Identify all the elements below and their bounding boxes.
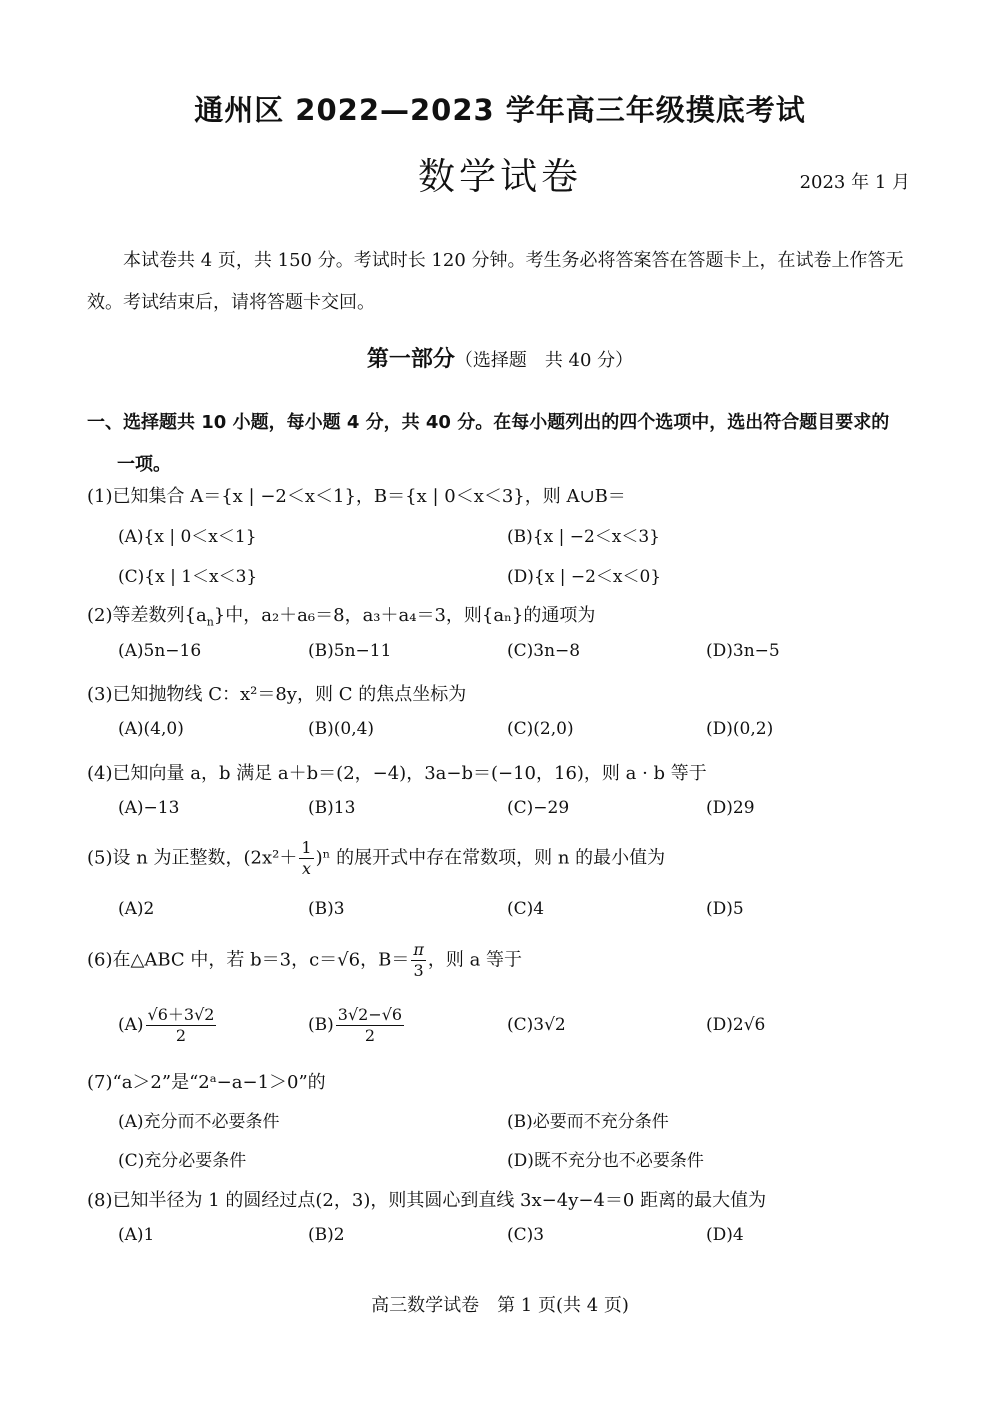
exam-date: 2023 年 1 月 <box>799 172 910 193</box>
question-2-stem-prefix: (2)等差数列{a <box>87 605 207 626</box>
question-1-option-a: (A){x | 0＜x＜1} <box>118 527 257 547</box>
question-2-option-c: (C)3n−8 <box>507 641 581 661</box>
question-7-option-b: (B)必要而不充分条件 <box>507 1112 669 1132</box>
fraction-denominator: 2 <box>175 1026 187 1045</box>
question-4-option-d: (D)29 <box>706 798 755 818</box>
question-1-option-c: (C){x | 1＜x＜3} <box>118 567 258 587</box>
question-6-option-a <box>118 1005 218 1046</box>
question-5-option-a: (A)2 <box>118 899 155 919</box>
fraction-numerator: 3√2−√6 <box>337 1005 403 1024</box>
question-4-stem: (4)已知向量 a，b 满足 a＋b＝(2，−4)，3a−b＝(−10，16)，则 a · b 等于 <box>87 763 707 784</box>
question-2-stem-rest: }中，a₂＋a₆＝8，a₃＋a₄＝3，则{aₙ}的通项为 <box>213 605 596 626</box>
question-3-option-c: (C)(2,0) <box>507 719 574 739</box>
question-8-option-c: (C)3 <box>507 1225 545 1245</box>
question-8-option-b: (B)2 <box>308 1225 345 1245</box>
subscript-n: n <box>206 615 214 629</box>
question-2-option-d: (D)3n−5 <box>706 641 780 661</box>
question-1-option-d: (D){x | −2＜x＜0} <box>507 567 662 587</box>
question-5-option-d: (D)5 <box>706 899 744 919</box>
fraction-numerator: √6＋3√2 <box>147 1005 215 1024</box>
question-3-stem: (3)已知抛物线 C：x²＝8y，则 C 的焦点坐标为 <box>87 684 467 705</box>
part-heading <box>0 342 1000 373</box>
question-6-option-c: (C)3√2 <box>507 1015 566 1035</box>
question-5-stem-prefix: (5)设 n 为正整数，(2x²＋ <box>87 847 298 869</box>
question-6-option-d: (D)2√6 <box>706 1015 766 1035</box>
option-b-fraction <box>336 1005 404 1046</box>
option-label: (B) <box>308 1015 334 1035</box>
exam-instructions: 本试卷共 4 页，共 150 分。考试时长 120 分钟。考生务必将答案答在答题卡上，在试卷上作答无效。考试结束后，请将答题卡交回。 <box>87 250 904 313</box>
fraction-numerator: 1 <box>301 838 312 857</box>
question-6-stem <box>87 940 522 981</box>
question-1-stem: (1)已知集合 A＝{x | −2＜x＜1}，B＝{x | 0＜x＜3}，则 A∪B＝ <box>87 486 626 507</box>
question-7-stem: (7)“a＞2”是“2ᵃ−a−1＞0”的 <box>87 1072 326 1093</box>
question-6-stem-suffix: ，则 a 等于 <box>427 949 523 971</box>
question-5-stem <box>87 838 665 879</box>
question-2-option-a: (A)5n−16 <box>118 641 202 661</box>
question-8-option-d: (D)4 <box>706 1225 744 1245</box>
question-3-option-a: (A)(4,0) <box>118 719 184 739</box>
question-7-option-d: (D)既不充分也不必要条件 <box>507 1151 704 1171</box>
question-7-option-c: (C)充分必要条件 <box>118 1151 247 1171</box>
page-footer: 高三数学试卷 第 1 页(共 4 页) <box>371 1295 629 1316</box>
fraction-denominator: 3 <box>413 961 424 980</box>
section-line-1: 一、选择题共 10 小题，每小题 4 分，共 40 分。在每小题列出的四个选项中，选出符合题目要求的 <box>87 412 890 433</box>
question-6-stem-prefix: (6)在△ABC 中，若 b＝3，c＝√6，B＝ <box>87 949 410 971</box>
fraction-denominator: x <box>301 859 311 878</box>
question-1-option-b: (B){x | −2＜x＜3} <box>507 527 660 547</box>
fraction-denominator: 2 <box>364 1026 376 1045</box>
question-3-option-b: (B)(0,4) <box>308 719 375 739</box>
fraction-numerator: π <box>413 940 424 959</box>
option-a-fraction <box>146 1005 217 1046</box>
fraction-pi-over-3 <box>411 940 426 981</box>
section-instructions <box>87 402 917 486</box>
section-line-2: 一项。 <box>117 454 171 475</box>
fraction-one-over-x <box>299 838 313 879</box>
question-6-option-b <box>308 1005 406 1046</box>
option-label: (A) <box>118 1015 144 1035</box>
exam-subject-title: 数学试卷 <box>418 155 582 198</box>
exam-title: 通州区 2022—2023 学年高三年级摸底考试 <box>194 93 806 127</box>
question-2-stem <box>87 601 595 629</box>
question-2-option-b: (B)5n−11 <box>308 641 392 661</box>
question-7-option-a: (A)充分而不必要条件 <box>118 1112 280 1132</box>
question-4-option-a: (A)−13 <box>118 798 180 818</box>
question-5-option-b: (B)3 <box>308 899 345 919</box>
question-4-option-b: (B)13 <box>308 798 356 818</box>
question-5-option-c: (C)4 <box>507 899 545 919</box>
part-title: 第一部分 <box>366 347 455 372</box>
question-4-option-c: (C)−29 <box>507 798 570 818</box>
question-3-option-d: (D)(0,2) <box>706 719 774 739</box>
question-5-stem-suffix: )ⁿ 的展开式中存在常数项，则 n 的最小值为 <box>315 847 666 869</box>
part-subtitle: （选择题 共 40 分） <box>454 350 634 371</box>
question-8-option-a: (A)1 <box>118 1225 155 1245</box>
question-8-stem: (8)已知半径为 1 的圆经过点(2，3)，则其圆心到直线 3x−4y−4＝0 距离的最大值为 <box>87 1190 767 1211</box>
